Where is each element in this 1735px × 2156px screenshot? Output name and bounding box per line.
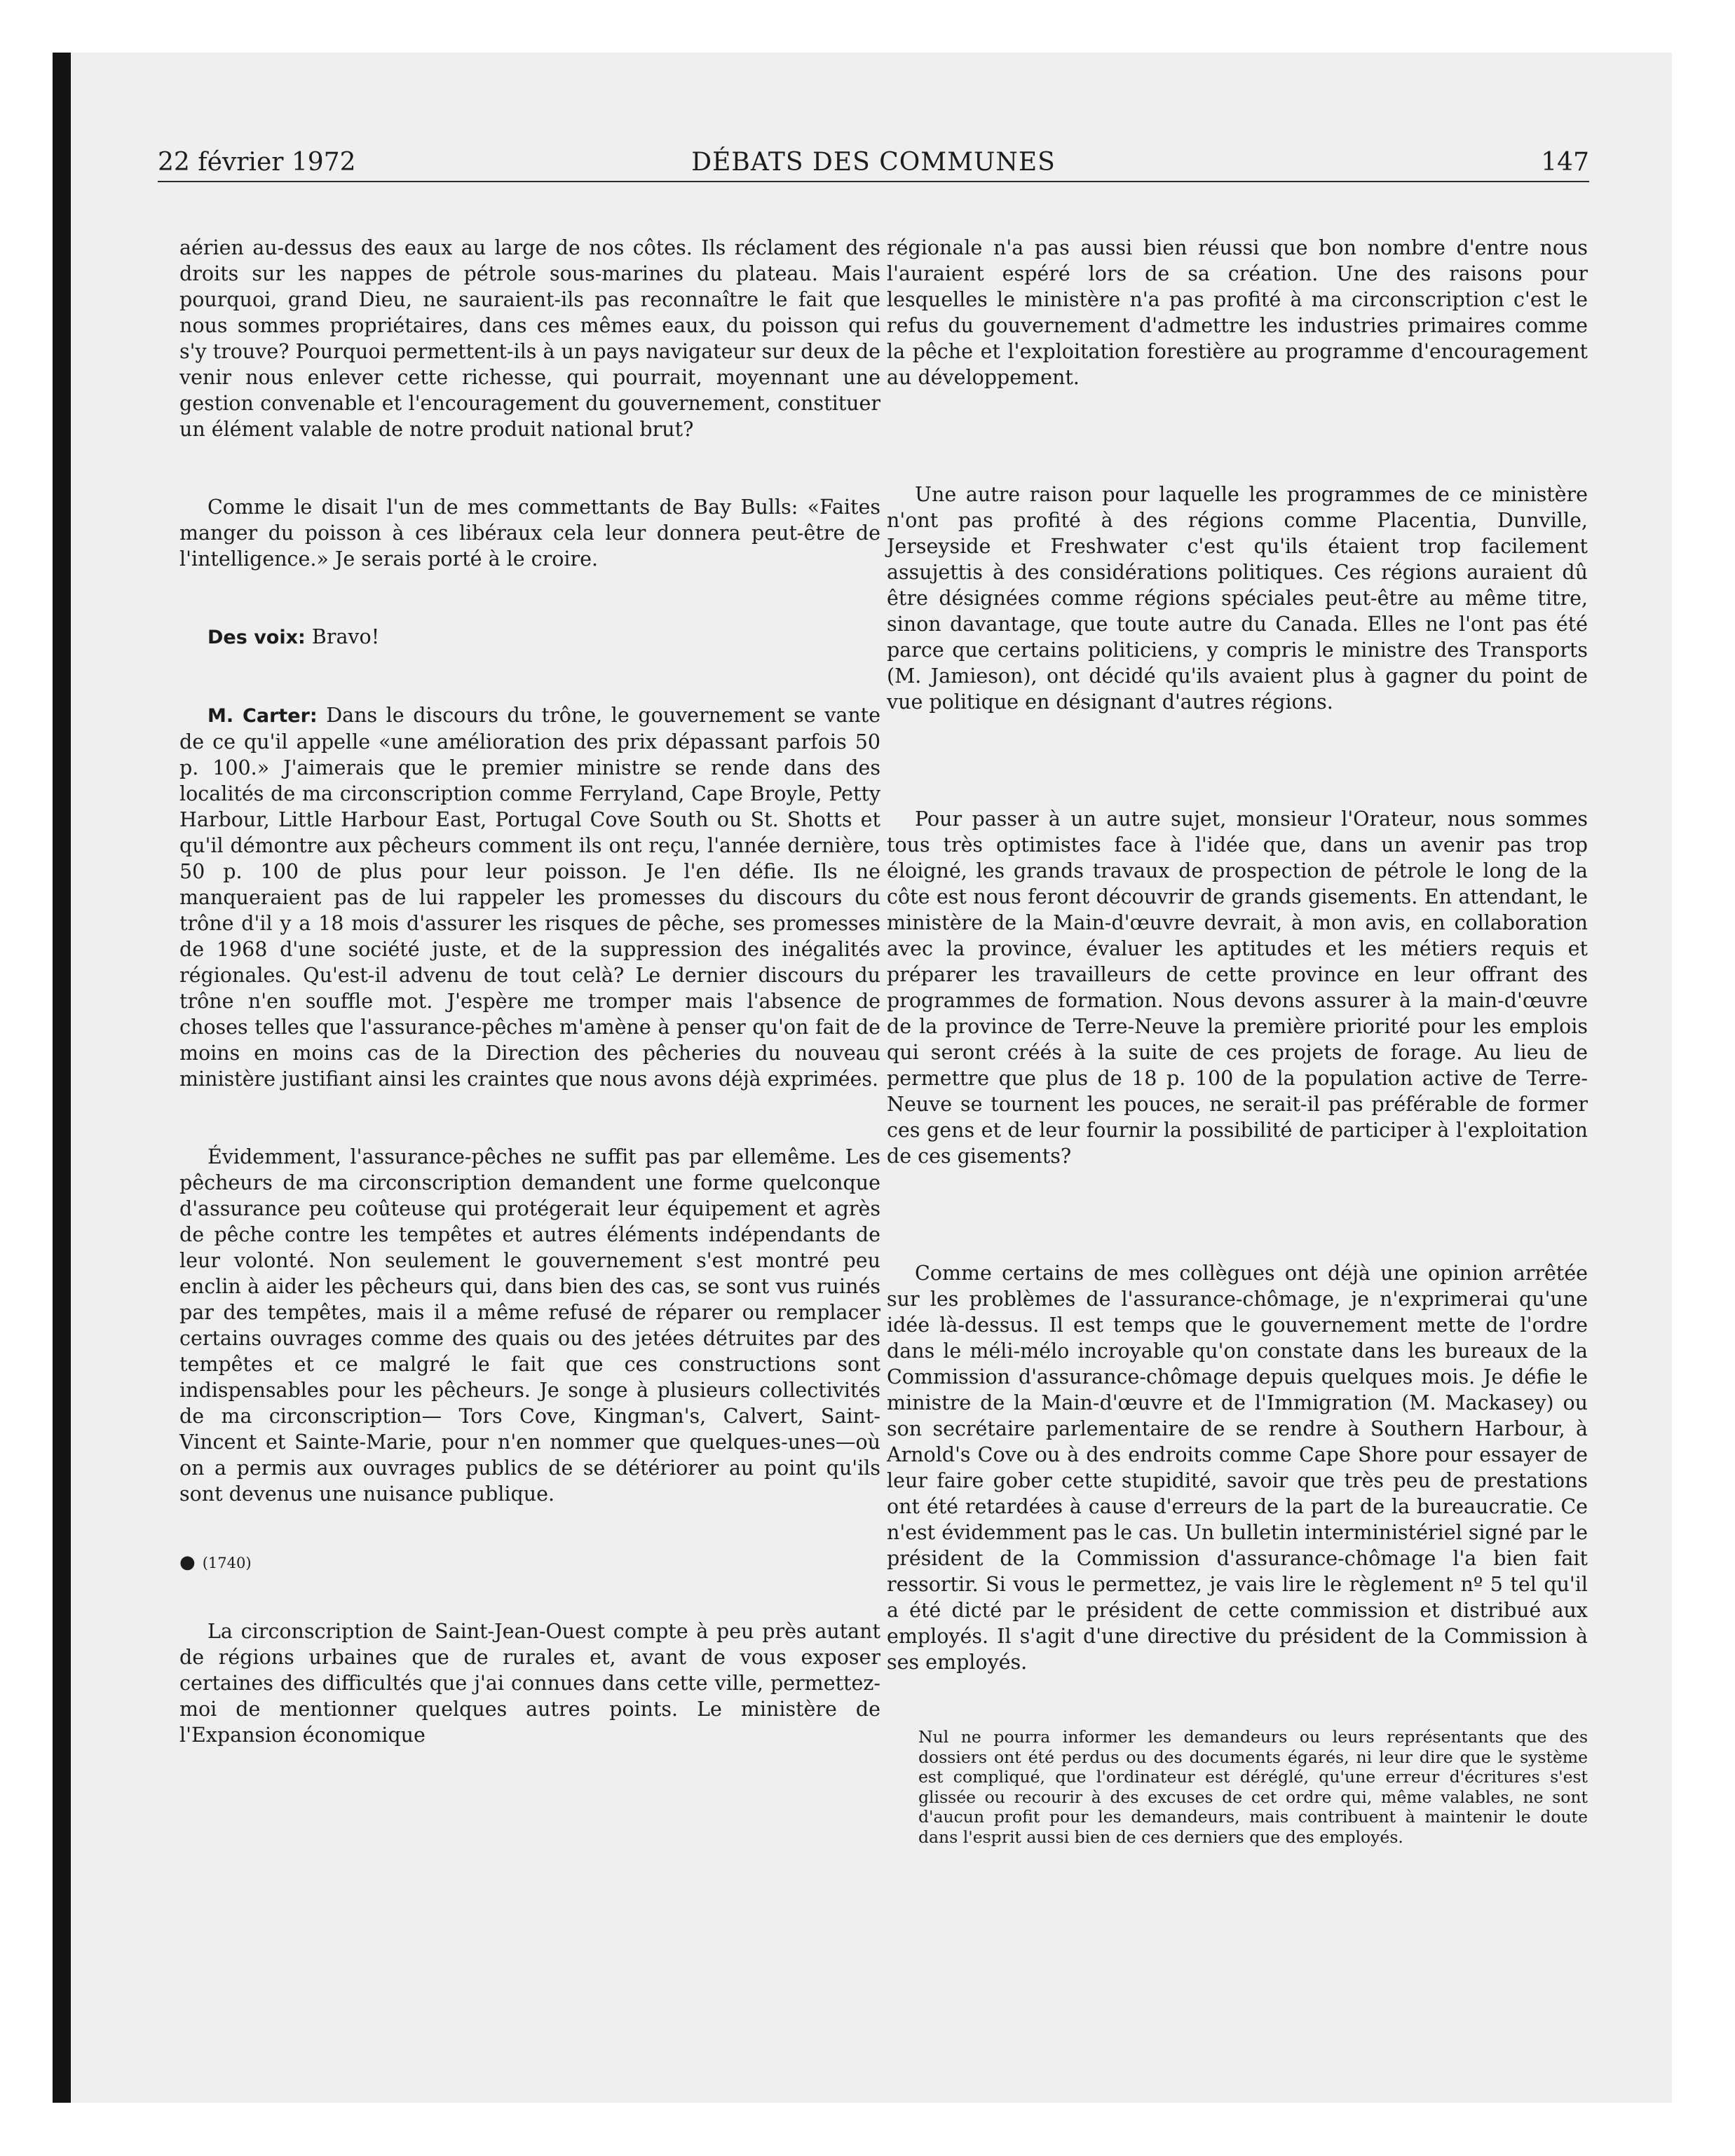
paragraph [179, 702, 880, 1092]
speech-text: Bravo! [305, 625, 380, 648]
header-date: 22 février 1972 [158, 148, 356, 177]
header-title: DÉBATS DES COMMUNES [691, 148, 1056, 177]
paragraph: Comme certains de mes collègues ont déjà une opinion arrêtée sur les problèmes de l'assurance-chômage, je n'exprimerai qu'une idée là-dessus. Il est temps que le gouvernement mette de l'ordre dans le méli-mélo incroyable qu'on constate dans les bureaux de la Commission d'assurance-chômage depuis quelques mois. Je défie le ministre de la Main-d'œuvre et de l'Immigration (M. Mackasey) ou son secrétaire parlementaire de se rendre à Southern Harbour, à Arnold's Cove ou à des endroits comme Cape Shore pour essayer de leur faire gober cette stupidité, savoir que très peu de prestations ont été retardées à cause d'erreurs de la part de la bureaucratie. Ce n'est évidemment pas le cas. Un bulletin interministériel signé par le président de la Commission d'assurance-chômage l'a bien fait ressortir. Si vous le permettez, je vais lire le règlement nº 5 tel qu'il a été dicté par le président de cette commission et distribué aux employés. Il s'agit d'une directive du président de la Commission à ses employés. [887, 1262, 1588, 1674]
page-header [158, 147, 1589, 182]
page-number: 147 [1541, 148, 1589, 177]
binding-edge [53, 53, 71, 2103]
bullet-icon: ● [179, 1552, 196, 1573]
paragraph: Pour passer à un autre sujet, monsieur l'Orateur, nous sommes tous très optimistes face à l'idée que, dans un avenir pas trop éloigné, les grands travaux de prospection de pétrole le long de la côte est nous feront découvrir de grands gisements. En attendant, le ministère de la Main-d'œuvre devrait, à mon avis, en collaboration avec la province, évaluer les aptitudes et les métiers requis et préparer les travailleurs de cette province en leur offrant des programmes de formation. Nous devons assurer à la main-d'œuvre de la province de Terre-Neuve la première priorité pour les emplois qui seront créés à la suite de ces projets de forage. Au lieu de permettre que plus de 18 p. 100 de la population active de Terre-Neuve se tournent les pouces, ne serait-il pas préférable de former ces gens et de leur fournir la possibilité de participer à l'exploitation de ces gisements? [887, 807, 1588, 1168]
paragraph: Évidemment, l'assurance-pêches ne suffit pas par ellemême. Les pêcheurs de ma circonscription demandent une forme quelconque d'assurance peu coûteuse qui protégerait leur équipement et agrès de pêche contre les tempêtes et autres éléments indépendants de leur volonté. Non seulement le gouvernement s'est montré peu enclin à aider les pêcheurs qui, dans bien des cas, se sont vus ruinés par des tempêtes, mais il a même refusé de réparer ou remplacer certains ouvrages comme des quais ou des jetées détruites par des tempêtes et ce malgré le fait que ces constructions sont indispensables pour les pêcheurs. Je songe à plusieurs collectivités de ma circonscription— Tors Cove, Kingman's, Calvert, Saint-Vincent et Sainte-Marie, pour n'en nommer que quelques-unes—où on a permis aux ouvrages publics de se détériorer au point qu'ils sont devenus une nuisance publique. [179, 1145, 880, 1506]
paragraph: Une autre raison pour laquelle les programmes de ce ministère n'ont pas profité à des régions comme Placentia, Dunville, Jerseyside et Freshwater c'est qu'ils étaient trop facilement assujettis à des considérations politiques. Ces régions auraient dû être désignées comme régions spéciales peut-être au même titre, sinon davantage, que toute autre du Canada. Elles ne l'ont pas été parce que certains politiciens, y compris le ministre des Transports (M. Jamieson), ont décidé qu'ils avaient plus à gagner du point de vue politique en désignant d'autres régions. [887, 483, 1588, 714]
block-quote: Nul ne pourra informer les demandeurs ou leurs représentants que des dossiers ont été perdus ou des documents égarés, ni leur dire que le système est compliqué, que l'ordinateur est déréglé, qu'une erreur d'écritures s'est glissée ou recourir à des excuses de cet ordre qui, même valables, ne sont d'aucun profit pour les demandeurs, mais contribuent à maintenir le doute dans l'esprit aussi bien de ces derniers que des employés. [918, 1727, 1588, 1847]
speech-text: Dans le discours du trône, le gouvernement se vante de ce qu'il appelle «une amélioration des prix dépassant parfois 50 p. 100.» J'aimerais que le premier ministre se rende dans des localités de ma circonscription comme Ferryland, Cape Broyle, Petty Harbour, Little Harbour East, Portugal Cove South ou St. Shotts et qu'il démontre aux pêcheurs comment ils ont reçu, l'année dernière, 50 p. 100 de plus pour leur poisson. Je l'en défie. Ils ne manqueraient pas de lui rappeler les promesses du discours du trône d'il y a 18 mois d'assurer les risques de pêche, ses promesses de 1968 d'une société juste, et de la suppression des inégalités régionales. Qu'est-il advenu de tout celà? Le dernier discours du trône n'en souffle mot. J'espère me tromper mais l'absence de choses telles que l'assurance-pêches m'amène à penser qu'on fait de moins en moins cas de la Direction des pêcheries du nouveau ministère justifiant ainsi les craintes que nous avons déjà exprimées. [179, 704, 880, 1091]
paragraph: Comme le disait l'un de mes commettants de Bay Bulls: «Faites manger du poisson à ces libéraux cela leur donnera peut-être de l'intelligence.» Je serais porté à le croire. [179, 496, 880, 571]
time-marker: ● (1740) [179, 1552, 252, 1573]
paragraph: régionale n'a pas aussi bien réussi que bon nombre d'entre nous l'auraient espéré lors de sa création. Une des raisons pour lesquelles le ministère n'a pas profité à ma circonscription c'est le refus du gouvernement d'admettre les industries primaires comme la pêche et l'exploitation forestière au programme d'encouragement au développement. [887, 236, 1588, 389]
paragraph: La circonscription de Saint-Jean-Ouest compte à peu près autant de régions urbaines que de rurales et, avant de vous exposer certaines des difficultés que j'ai connues dans cette ville, permettez-moi de mentionner quelques autres points. Le ministère de l'Expansion économique [179, 1620, 880, 1747]
speaker-name: M. Carter: [207, 705, 318, 727]
speaker-name: Des voix: [207, 627, 306, 648]
left-column [179, 235, 880, 1748]
paragraph [179, 624, 880, 650]
paragraph: aérien au-dessus des eaux au large de nos côtes. Ils réclament des droits sur les nappes de pétrole sous-marines du plateau. Mais pourquoi, grand Dieu, ne sauraient-ils pas reconnaître le fait que nous sommes propriétaires, dans ces mêmes eaux, du poisson qui s'y trouve? Pourquoi permettent-ils à un pays navigateur sur deux de venir nous enlever cette richesse, qui pourrait, moyennant une gestion convenable et l'encouragement du gouvernement, constituer un élément valable de notre produit national brut? [179, 236, 880, 441]
right-column [887, 235, 1588, 1847]
